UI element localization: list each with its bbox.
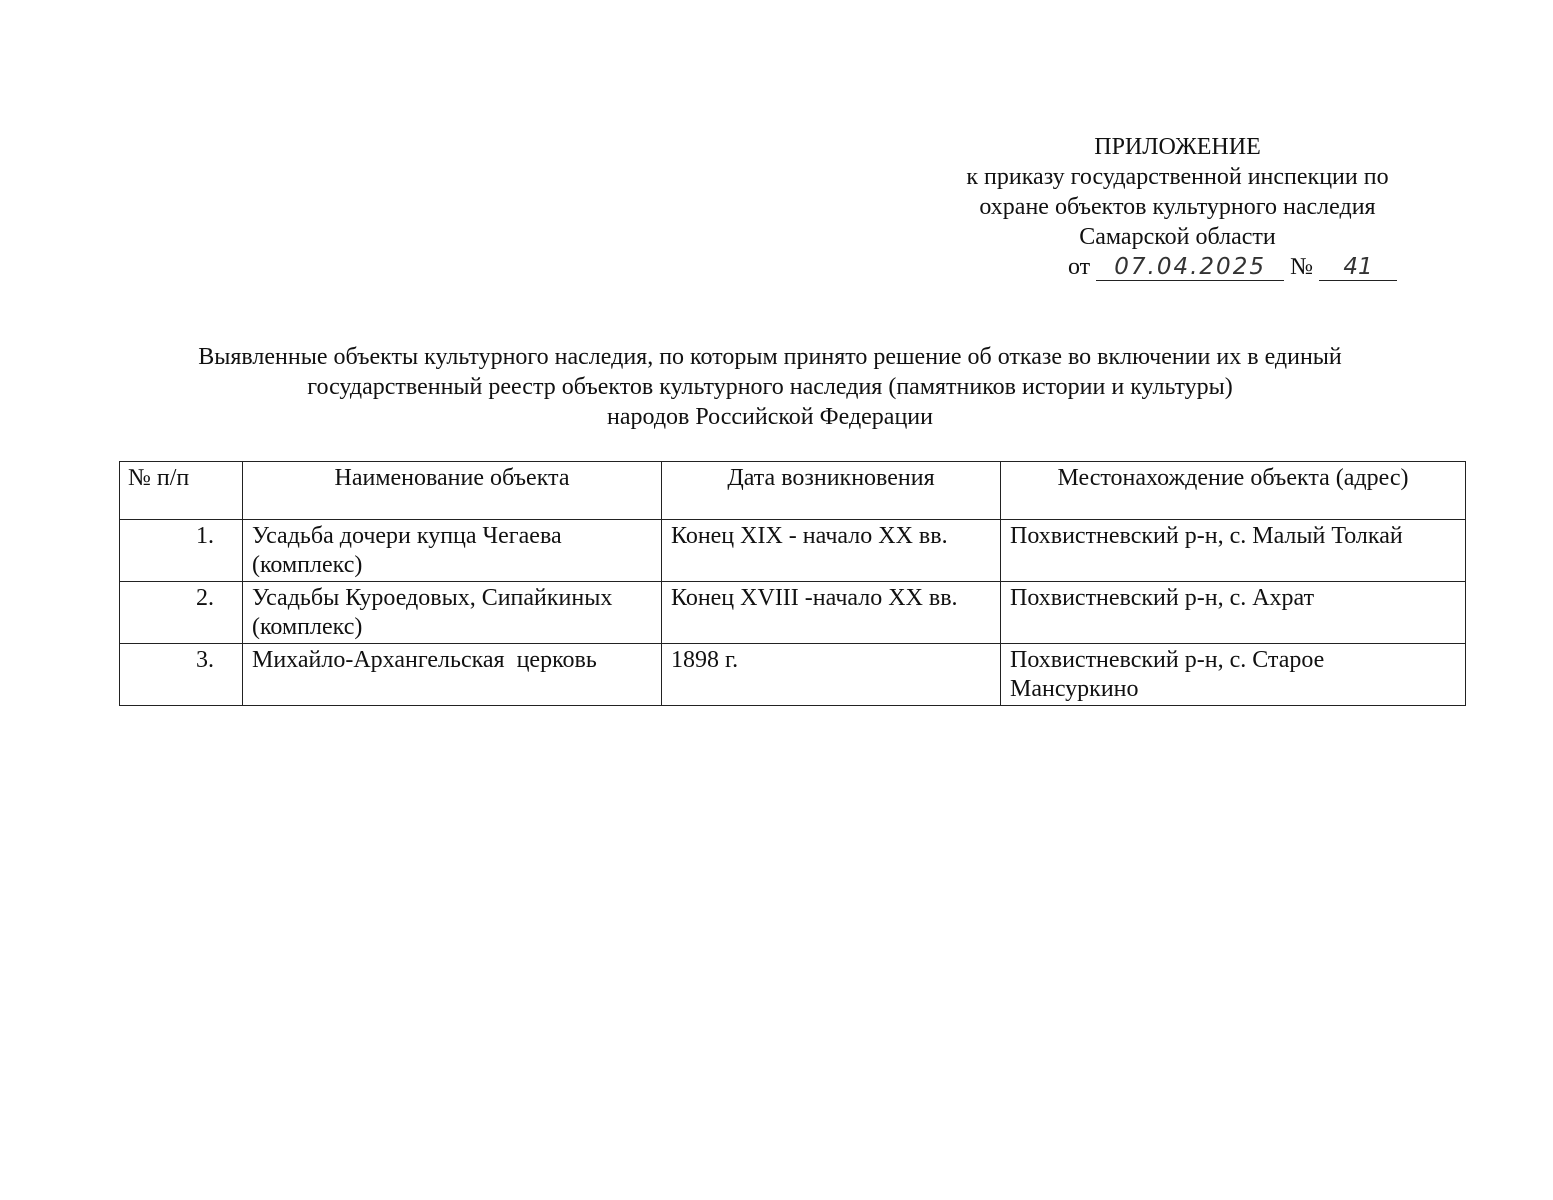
row-num: 3. bbox=[120, 644, 243, 706]
header-name: Наименование объекта bbox=[243, 462, 662, 520]
row-num: 1. bbox=[120, 520, 243, 582]
document-title bbox=[60, 342, 1480, 432]
number-label: № bbox=[1290, 254, 1314, 280]
row-address: Похвистневский р-н, с. Старое Мансуркино bbox=[1001, 644, 1466, 706]
appendix-block bbox=[900, 132, 1455, 282]
appendix-line-3: Самарской области bbox=[1079, 224, 1276, 250]
appendix-line-1: к приказу государственной инспекции по bbox=[966, 164, 1389, 190]
row-name: Михайло-Архангельская церковь bbox=[243, 644, 662, 706]
row-address: Похвистневский р-н, с. Малый Толкай bbox=[1001, 520, 1466, 582]
heritage-objects-table bbox=[119, 461, 1466, 706]
from-label: от bbox=[1067, 254, 1091, 280]
table-row bbox=[120, 582, 1466, 644]
document-title-line-2: государственный реестр объектов культурного наследия (памятников истории и культуры) bbox=[307, 374, 1233, 400]
row-name: Усадьбы Куроедовых, Сипайкиных (комплекс) bbox=[243, 582, 662, 644]
header-date: Дата возникновения bbox=[662, 462, 1001, 520]
header-num: № п/п bbox=[120, 462, 243, 520]
document-title-line-3: народов Российской Федерации bbox=[607, 404, 933, 430]
appendix-line-2: охране объектов культурного наследия bbox=[979, 194, 1376, 220]
row-date: Конец XVIII -начало XX вв. bbox=[662, 582, 1001, 644]
table-header-row bbox=[120, 462, 1466, 520]
row-num: 2. bbox=[120, 582, 243, 644]
order-date-number-line bbox=[900, 252, 1455, 282]
row-date: Конец XIX - начало XX вв. bbox=[662, 520, 1001, 582]
row-date: 1898 г. bbox=[662, 644, 1001, 706]
document-title-line-1: Выявленные объекты культурного наследия, по которым принято решение об отказе во включении их в единый bbox=[198, 344, 1342, 370]
table-row bbox=[120, 644, 1466, 706]
row-address: Похвистневский р-н, с. Ахрат bbox=[1001, 582, 1466, 644]
table-row bbox=[120, 520, 1466, 582]
handwritten-number: 41 bbox=[1319, 254, 1397, 281]
row-name: Усадьба дочери купца Чегаева (комплекс) bbox=[243, 520, 662, 582]
appendix-title: ПРИЛОЖЕНИЕ bbox=[1094, 134, 1261, 160]
header-address: Местонахождение объекта (адрес) bbox=[1001, 462, 1466, 520]
handwritten-date: 07.04.2025 bbox=[1096, 254, 1284, 281]
